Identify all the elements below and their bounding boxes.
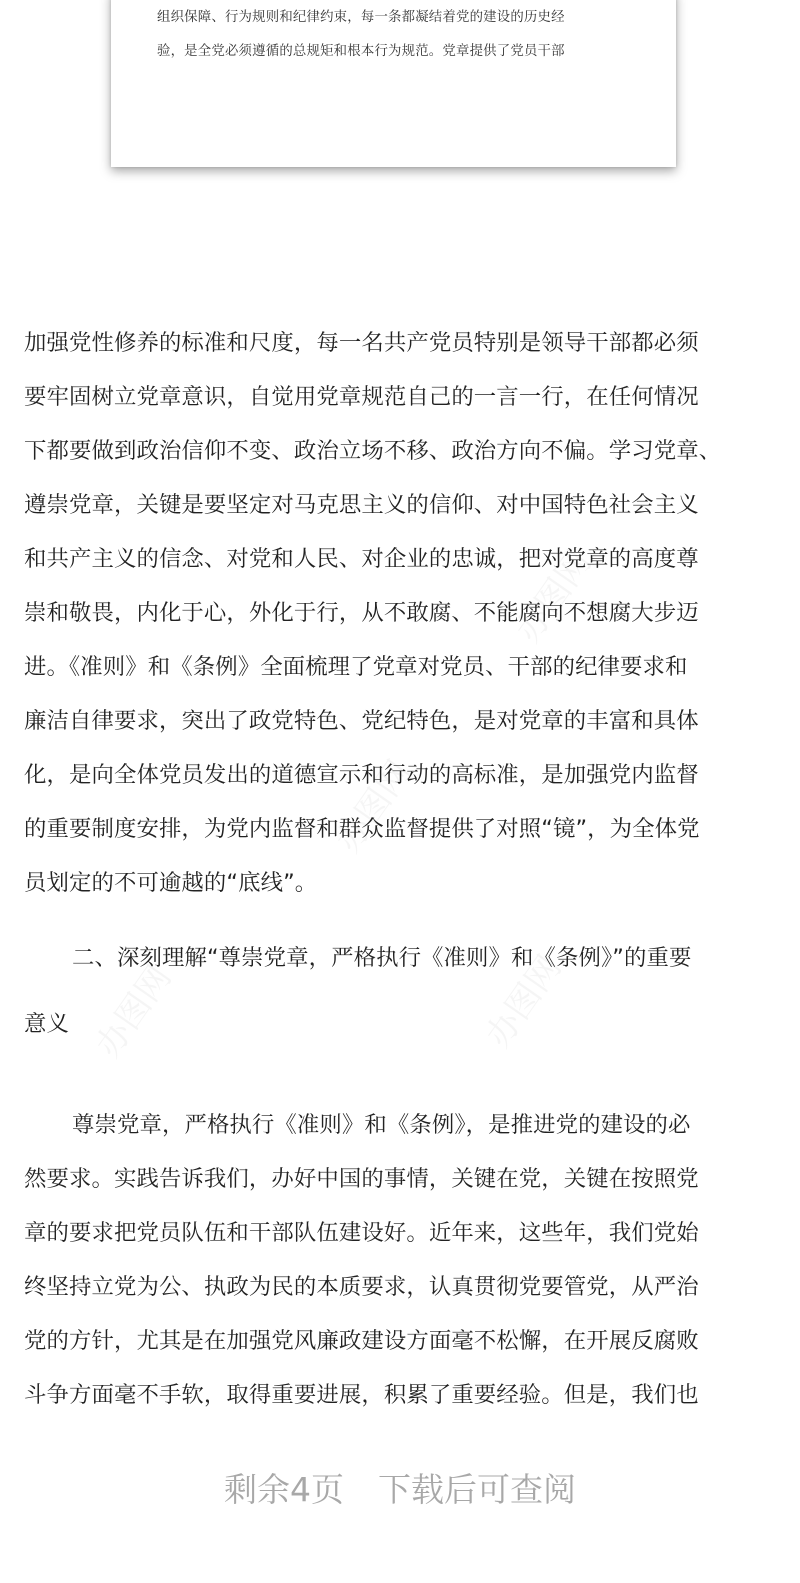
remaining-pages-label: 剩余4页 xyxy=(224,1470,344,1509)
paragraph-line: 终坚持立党为公、执政为民的本质要求，认真贯彻党要管党，从严治 xyxy=(24,1274,699,1300)
preview-line-2: 验，是全党必须遵循的总规矩和根本行为规范。党章提供了党员干部 xyxy=(157,44,565,59)
paragraph-line: 的重要制度安排，为党内监督和群众监督提供了对照“镜”，为全体党 xyxy=(24,816,700,842)
paragraph-line: 加强党性修养的标准和尺度，每一名共产党员特别是领导干部都必须 xyxy=(24,330,699,356)
heading-line: 二、深刻理解“尊崇党章，严格执行《准则》和《条例》”的重要 xyxy=(72,945,692,971)
paragraph-line: 进。《准则》和《条例》全面梳理了党章对党员、干部的纪律要求和 xyxy=(24,654,688,680)
paragraph-line: 崇和敬畏，内化于心，外化于行，从不敢腐、不能腐向不想腐大步迈 xyxy=(24,600,699,626)
watermark: 办图网 xyxy=(508,543,600,650)
preview-card xyxy=(111,0,676,167)
paragraph-line: 尊崇党章，严格执行《准则》和《条例》，是推进党的建设的必 xyxy=(72,1112,691,1138)
download-banner[interactable] xyxy=(0,1464,800,1511)
paragraph-line: 廉洁自律要求，突出了政党特色、党纪特色，是对党章的丰富和具体 xyxy=(24,708,699,734)
paragraph-line: 和共产主义的信念、对党和人民、对企业的忠诚，把对党章的高度尊 xyxy=(24,546,699,572)
download-to-view-label: 下载后可查阅 xyxy=(378,1470,576,1509)
paragraph-line: 化，是向全体党员发出的道德宣示和行动的高标准，是加强党内监督 xyxy=(24,762,699,788)
paragraph-line: 下都要做到政治信仰不变、政治立场不移、政治方向不偏。学习党章、 xyxy=(24,438,722,464)
watermark: 办图网 xyxy=(328,753,420,860)
paragraph-line: 章的要求把党员队伍和干部队伍建设好。近年来，这些年，我们党始 xyxy=(24,1220,699,1246)
preview-line-1: 组织保障、行为规则和纪律约束，每一条都凝结着党的建设的历史经 xyxy=(157,10,565,25)
paragraph-line: 斗争方面毫不手软，取得重要进展，积累了重要经验。但是，我们也 xyxy=(24,1382,699,1408)
watermark: 办图网 xyxy=(88,958,180,1065)
paragraph-line: 要牢固树立党章意识，自觉用党章规范自己的一言一行，在任何情况 xyxy=(24,384,699,410)
paragraph-line: 党的方针，尤其是在加强党风廉政建设方面毫不松懈，在开展反腐败 xyxy=(24,1328,699,1354)
watermark: 办图网 xyxy=(478,948,570,1055)
paragraph-line: 员划定的不可逾越的“底线”。 xyxy=(24,870,318,896)
paragraph-line: 遵崇党章，关键是要坚定对马克思主义的信仰、对中国特色社会主义 xyxy=(24,492,699,518)
heading-line: 意义 xyxy=(24,1011,69,1037)
paragraph-line: 然要求。实践告诉我们，办好中国的事情，关键在党，关键在按照党 xyxy=(24,1166,699,1192)
